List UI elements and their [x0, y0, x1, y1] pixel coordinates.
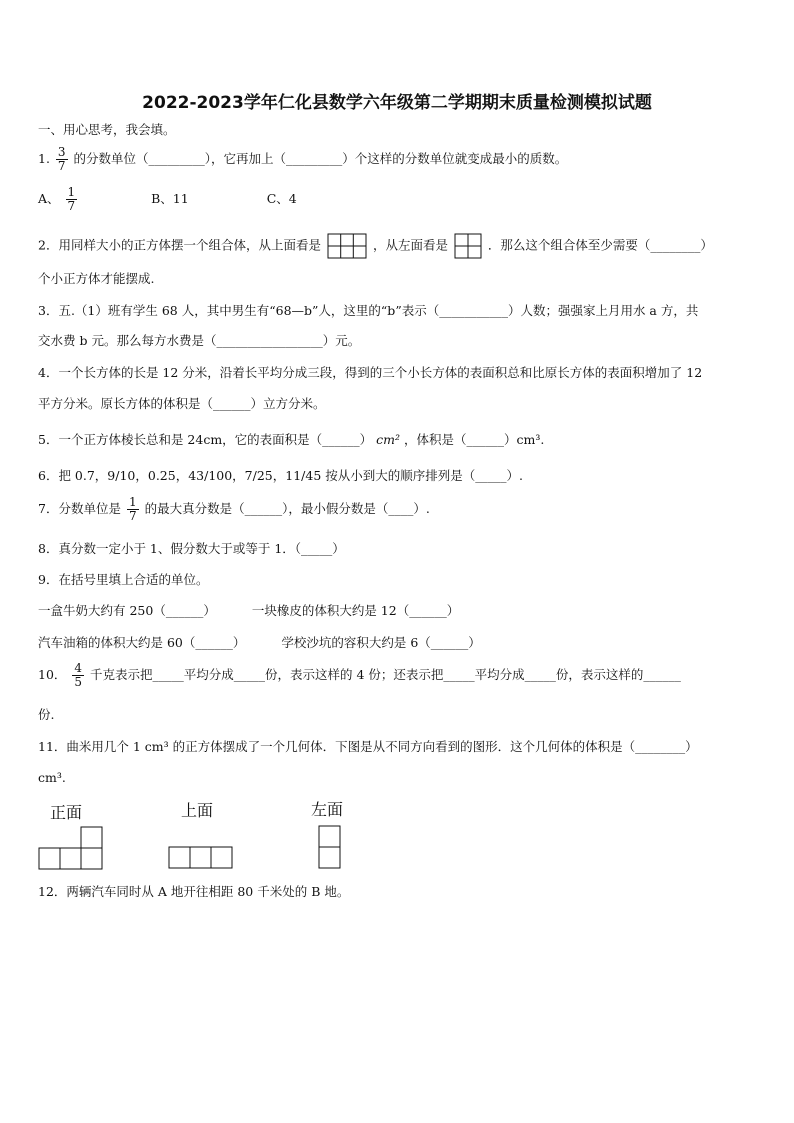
question-3-line1: 3．五.（1）班有学生 68 人，其中男生有“68—b”人，这里的“b”表示（___________）人数；强强家上月用水 a 方，共	[38, 303, 699, 318]
question-4-line2: 平方分米。原长方体的体积是（______）立方分米。	[38, 396, 326, 411]
question-10-line2: 份.	[38, 707, 55, 722]
front-view-figure	[38, 826, 104, 870]
q1-fraction	[56, 146, 68, 173]
question-11-line2: cm³.	[38, 770, 66, 785]
q1-option-a-label: A、	[38, 191, 60, 206]
q2-part2: ，从左面看是	[372, 237, 448, 253]
question-7	[38, 496, 430, 523]
q10-frac-num: 4	[74, 661, 83, 675]
question-9-row2	[38, 634, 481, 652]
q1-options	[38, 186, 297, 213]
q5-unit: cm²	[376, 432, 401, 447]
question-5	[38, 431, 544, 449]
q9-item-b: 一块橡皮的体积大约是 12（______）	[251, 603, 460, 618]
q5-part1: 5．一个正方体棱长总和是 24cm，它的表面积是（______）	[38, 432, 373, 447]
page-title: 2022-2023学年仁化县数学六年级第二学期期末质量检测模拟试题	[142, 93, 652, 113]
question-2-line2: 个小正方体才能摆成.	[38, 271, 155, 286]
q7-frac-num: 1	[128, 495, 137, 509]
q1-option-c: C、4	[266, 191, 297, 206]
q1-opta-den: 7	[67, 199, 76, 213]
q5-part2: ，体积是（______）cm³.	[404, 432, 545, 447]
q10-fraction	[72, 662, 84, 689]
q2-part3: ．那么这个组合体至少需要（________）	[487, 237, 713, 253]
left-view-figure-q11	[318, 825, 342, 870]
q1-frac-num: 3	[57, 145, 66, 159]
q2-part1: 2．用同样大小的正方体摆一个组合体，从上面看是	[38, 237, 321, 253]
question-11-line1: 11．曲米用几个 1 cm³ 的正方体摆成了一个几何体．下图是从不同方向看到的图形．这个几何体的体积是（________）	[38, 739, 698, 754]
question-12: 12．两辆汽车同时从 A 地开往相距 80 千米处的 B 地。	[38, 884, 350, 899]
q1-text: 的分数单位（_________），它再加上（_________）个这样的分数单位就变成最小的质数。	[73, 151, 568, 166]
question-1	[38, 146, 567, 173]
q1-opta-num: 1	[67, 185, 76, 199]
q1-option-a-fraction	[66, 186, 78, 213]
question-3-line2: 交水费 b 元。那么每方水费是（_________________）元。	[38, 333, 361, 348]
q1-number: 1.	[38, 151, 50, 166]
top-view-figure-q11	[168, 846, 234, 870]
q7-fraction	[127, 496, 139, 523]
question-2	[38, 233, 713, 259]
left-view-figure	[454, 233, 482, 259]
q9-item-c: 汽车油箱的体积大约是 60（______）	[38, 635, 246, 650]
question-10	[38, 662, 681, 689]
q10-number: 10．	[38, 667, 67, 682]
q9-item-d: 学校沙坑的容积大约是 6（______）	[281, 635, 481, 650]
q10-text: 千克表示把_____平均分成_____份，表示这样的 4 份；还表示把_____平均分成_____份，表示这样的______	[90, 667, 681, 682]
q1-frac-den: 7	[57, 159, 66, 173]
question-9-stem: 9．在括号里填上合适的单位。	[38, 572, 209, 587]
q7-part1: 7．分数单位是	[38, 501, 121, 516]
q10-frac-den: 5	[74, 675, 83, 689]
q1-option-b: B、11	[151, 191, 189, 206]
q9-item-a: 一盒牛奶大约有 250（______）	[38, 603, 216, 618]
label-left-view: 左面	[311, 800, 344, 819]
question-9-row1	[38, 602, 459, 620]
label-top-view: 上面	[181, 801, 214, 820]
q7-frac-den: 7	[128, 509, 137, 523]
question-6: 6．把 0.7，9/10，0.25，43/100，7/25，11/45 按从小到大的顺序排列是（_____）.	[38, 468, 523, 483]
top-view-figure	[327, 233, 367, 259]
question-8: 8．真分数一定小于 1、假分数大于或等于 1．（_____）	[38, 541, 345, 556]
section-heading: 一、用心思考，我会填。	[38, 122, 176, 137]
question-4-line1: 4．一个长方体的长是 12 分米，沿着长平均分成三段，得到的三个小长方体的表面积总和比原长方体的表面积增加了 12	[38, 365, 703, 380]
label-front-view: 正面	[50, 803, 83, 822]
q7-part2: 的最大真分数是（______），最小假分数是（____）.	[144, 501, 430, 516]
